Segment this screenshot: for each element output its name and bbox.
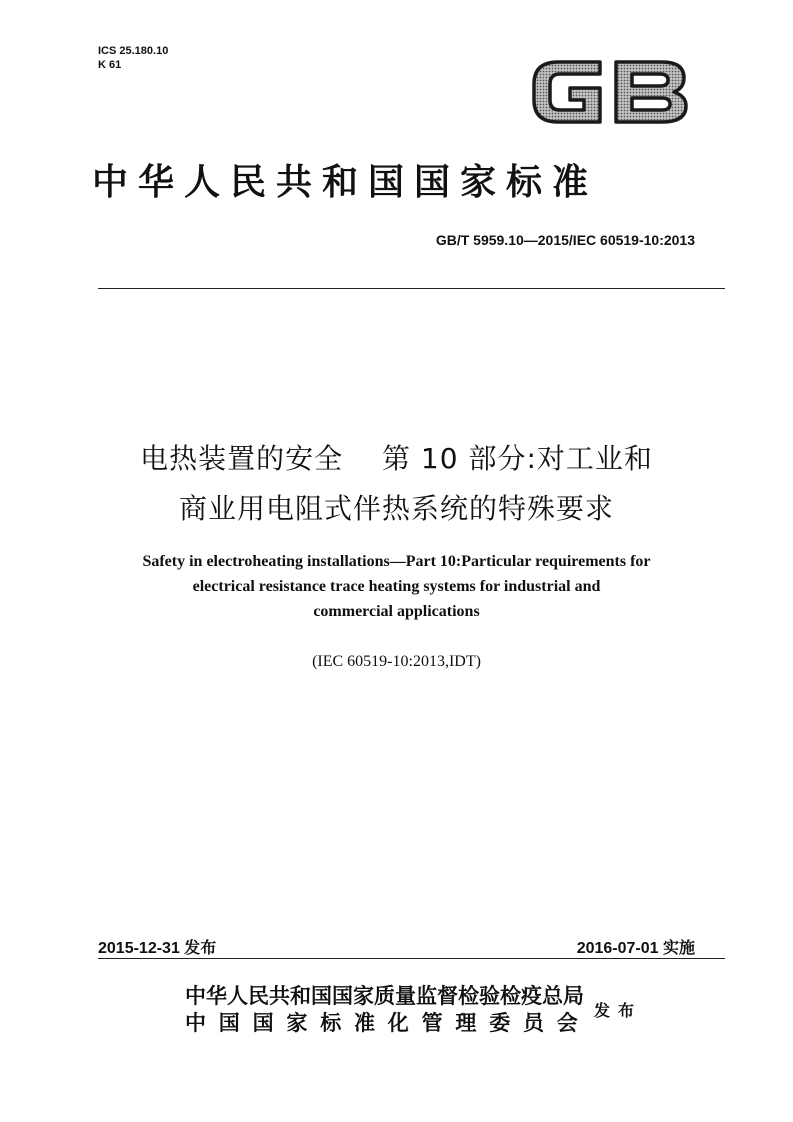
bottom-divider bbox=[98, 958, 725, 959]
gb-logo-glyphs bbox=[534, 62, 686, 122]
top-divider bbox=[98, 288, 725, 289]
equivalence-note: (IEC 60519-10:2013,IDT) bbox=[312, 653, 481, 670]
publish-label: 发布 bbox=[594, 1001, 643, 1020]
implementation-date: 2016-07-01 实施 bbox=[576, 940, 695, 957]
issue-date: 2015-12-31 发布 bbox=[98, 940, 217, 957]
title-cn-line2: 商业用电阻式伴热系统的特殊要求 bbox=[178, 492, 614, 525]
standard-category-title: 中华人民共和国国家标准 bbox=[92, 161, 599, 203]
title-en-line1: Safety in electroheating installations—Part 10:Particular requirements for bbox=[142, 553, 651, 570]
title-cn-line1: 电热装置的安全 第 10 部分:对工业和 bbox=[140, 442, 653, 475]
title-english bbox=[0, 549, 793, 624]
ccs-code: K 61 bbox=[98, 59, 122, 71]
title-en-line3: commercial applications bbox=[313, 603, 480, 620]
title-chinese bbox=[0, 434, 793, 534]
issuing-authorities bbox=[185, 982, 591, 1036]
issuer-line1: 中华人民共和国国家质量监督检验检疫总局 bbox=[185, 983, 584, 1008]
classification-codes bbox=[98, 44, 168, 72]
gb-logo bbox=[530, 58, 690, 126]
title-en-line2: electrical resistance trace heating systems for industrial and bbox=[192, 578, 601, 595]
standard-number: GB/T 5959.10—2015/IEC 60519-10:2013 bbox=[435, 232, 695, 248]
ics-code: ICS 25.180.10 bbox=[98, 45, 169, 57]
issuer-line2: 中国国家标准化管理委员会 bbox=[185, 1010, 591, 1035]
